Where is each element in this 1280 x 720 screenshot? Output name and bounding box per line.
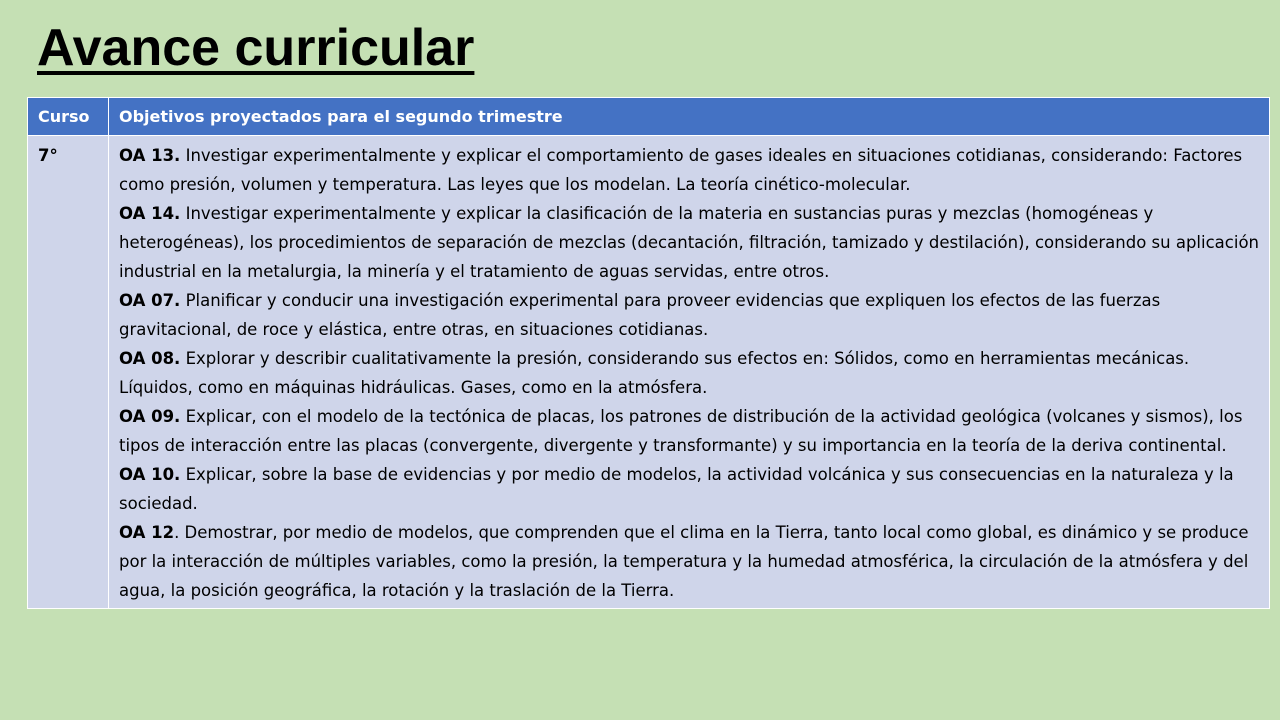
objective-code: OA 12	[119, 523, 175, 542]
objective-item	[119, 402, 1259, 460]
objective-text: Explorar y describir cualitativamente la presión, considerando sus efectos en: Sólidos, como en herramientas mecánicas. Líquidos, como en máquinas hidráulicas. Gases, como en la atmósfera.	[119, 349, 1190, 397]
curriculum-table	[27, 97, 1270, 609]
objective-code: OA 14.	[119, 204, 181, 223]
objective-text: Explicar, con el modelo de la tectónica de placas, los patrones de distribución de la actividad geológica (volcanes y sismos), los tipos de interacción entre las placas (convergente, divergente y transformante) y su importancia en la teoría de la deriva continental.	[119, 407, 1243, 455]
objective-item	[119, 460, 1259, 518]
objective-item	[119, 286, 1259, 344]
column-header-objectives: Objetivos proyectados para el segundo trimestre	[109, 98, 1270, 136]
objective-text: Explicar, sobre la base de evidencias y por medio de modelos, la actividad volcánica y sus consecuencias en la naturaleza y la sociedad.	[119, 465, 1234, 513]
objective-item	[119, 141, 1259, 199]
objective-code: OA 07.	[119, 291, 181, 310]
course-cell: 7°	[28, 136, 109, 609]
objectives-cell	[109, 136, 1270, 609]
objective-item	[119, 199, 1259, 286]
objective-code: OA 08.	[119, 349, 181, 368]
objective-item	[119, 518, 1259, 605]
table-row	[28, 136, 1270, 609]
objective-text: Investigar experimentalmente y explicar el comportamiento de gases ideales en situaciones cotidianas, considerando: Factores como presión, volumen y temperatura. Las leyes que los modelan. La teoría cinético-molecular.	[119, 146, 1243, 194]
objective-code: OA 10.	[119, 465, 181, 484]
objective-code: OA 09.	[119, 407, 181, 426]
objective-item	[119, 344, 1259, 402]
column-header-course: Curso	[28, 98, 109, 136]
slide-title: Avance curricular	[37, 19, 475, 77]
objective-code: OA 13.	[119, 146, 181, 165]
table-header-row	[28, 98, 1270, 136]
objective-text: . Demostrar, por medio de modelos, que comprenden que el clima en la Tierra, tanto local como global, es dinámico y se produce por la interacción de múltiples variables, como la presión, la temperatura y la humedad atmosférica, la circulación de la atmósfera y del agua, la posición geográfica, la rotación y la traslación de la Tierra.	[119, 523, 1249, 600]
objective-text: Investigar experimentalmente y explicar la clasificación de la materia en sustancias puras y mezclas (homogéneas y heterogéneas), los procedimientos de separación de mezclas (decantación, filtración, tamizado y destilación), considerando su aplicación industrial en la metalurgia, la minería y el tratamiento de aguas servidas, entre otros.	[119, 204, 1259, 281]
objective-text: Planificar y conducir una investigación experimental para proveer evidencias que expliquen los efectos de las fuerzas gravitacional, de roce y elástica, entre otras, en situaciones cotidianas.	[119, 291, 1161, 339]
